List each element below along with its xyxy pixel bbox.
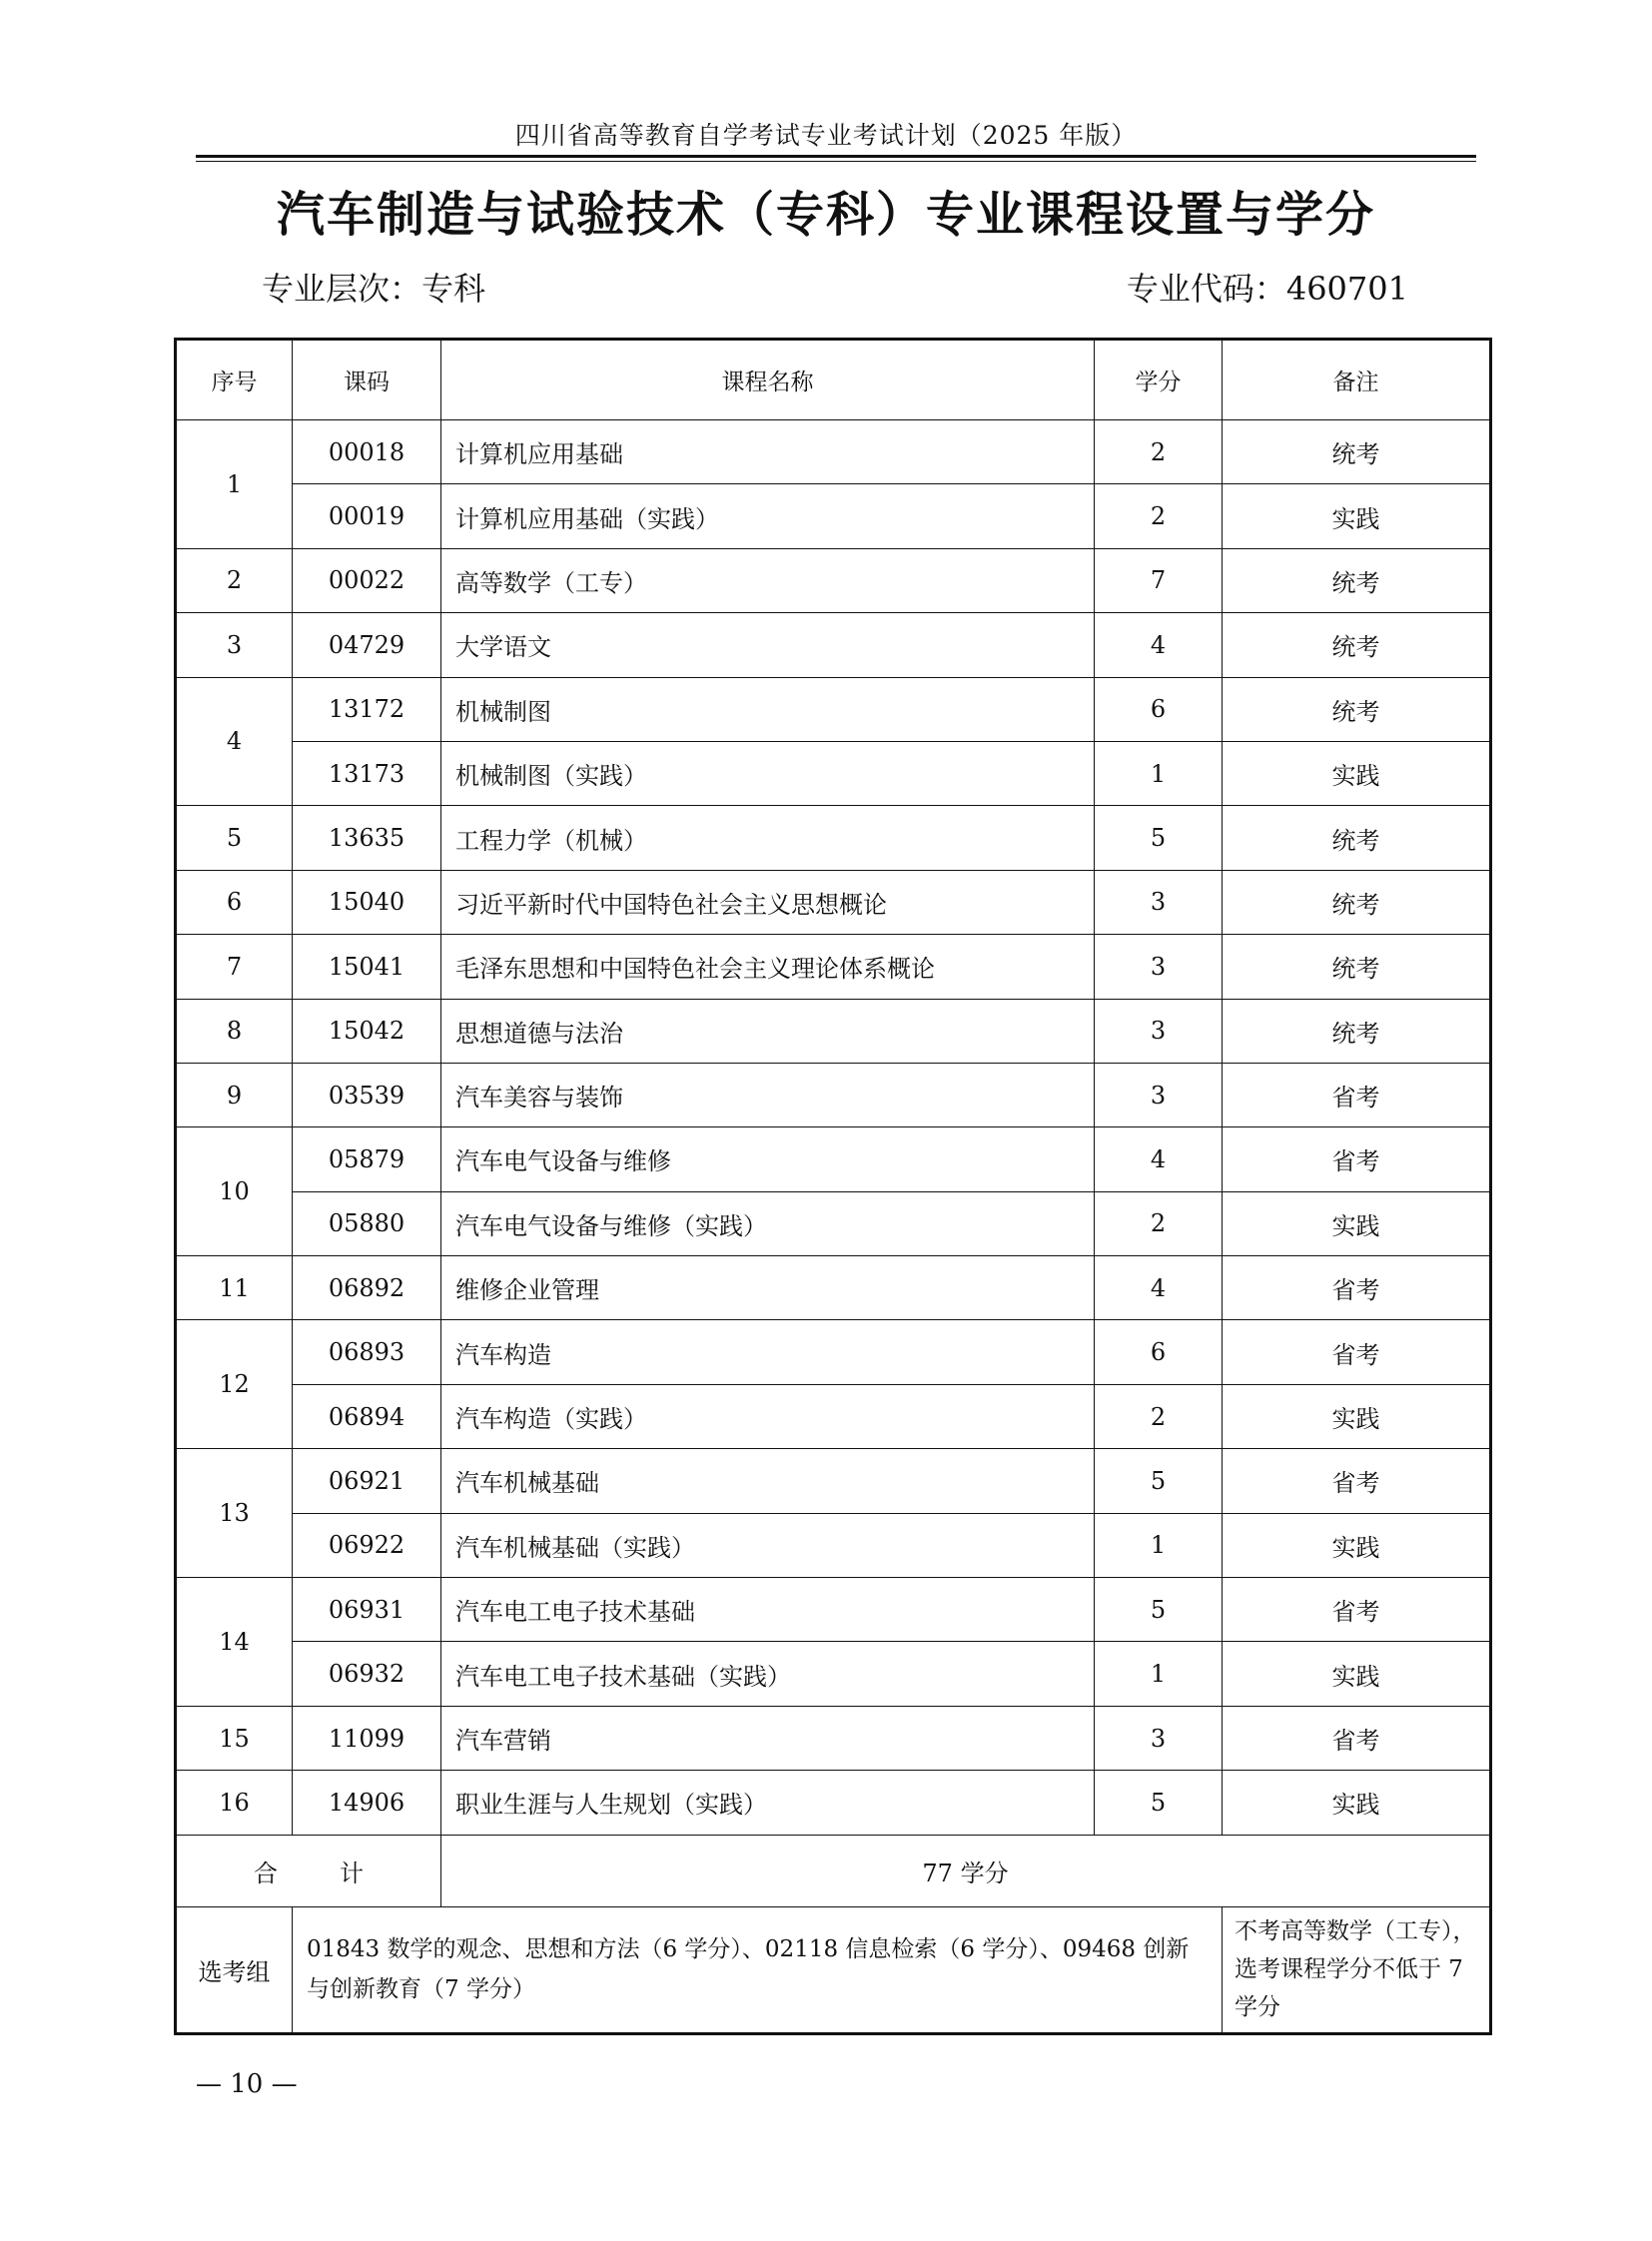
header-code: 课码	[293, 341, 441, 420]
major-level: 专业层次：专科	[262, 270, 486, 308]
course-code: 05880	[293, 1192, 441, 1256]
course-note: 省考	[1223, 1707, 1489, 1771]
course-name: 计算机应用基础	[441, 420, 1095, 484]
course-note: 实践	[1223, 742, 1489, 806]
header-credit: 学分	[1095, 341, 1223, 420]
course-name: 机械制图	[441, 678, 1095, 742]
course-code: 06893	[293, 1320, 441, 1384]
course-credit: 3	[1095, 871, 1223, 935]
course-credit: 5	[1095, 1578, 1223, 1642]
course-note: 统考	[1223, 678, 1489, 742]
course-note: 省考	[1223, 1320, 1489, 1384]
course-name: 汽车机械基础	[441, 1449, 1095, 1513]
row-number: 5	[177, 806, 293, 870]
total-label-b: 计	[340, 1859, 364, 1887]
course-credit: 3	[1095, 1707, 1223, 1771]
course-name: 维修企业管理	[441, 1256, 1095, 1320]
header-rule-thick	[196, 155, 1476, 158]
row-number: 14	[177, 1578, 293, 1707]
course-note: 统考	[1223, 549, 1489, 613]
course-credit: 1	[1095, 1514, 1223, 1578]
course-code: 00022	[293, 549, 441, 613]
course-note: 省考	[1223, 1127, 1489, 1191]
course-name: 汽车构造（实践）	[441, 1385, 1095, 1449]
course-note: 统考	[1223, 935, 1489, 999]
course-credit: 2	[1095, 484, 1223, 548]
course-note: 省考	[1223, 1256, 1489, 1320]
course-name: 汽车营销	[441, 1707, 1095, 1771]
row-number: 7	[177, 935, 293, 999]
row-number: 10	[177, 1127, 293, 1256]
course-note: 省考	[1223, 1578, 1489, 1642]
course-code: 06931	[293, 1578, 441, 1642]
course-code: 13172	[293, 678, 441, 742]
course-credit: 3	[1095, 935, 1223, 999]
course-credit: 2	[1095, 1192, 1223, 1256]
course-credit: 2	[1095, 1385, 1223, 1449]
course-code: 11099	[293, 1707, 441, 1771]
course-name: 计算机应用基础（实践）	[441, 484, 1095, 548]
major-code: 专业代码：460701	[1126, 270, 1408, 308]
header-note: 备注	[1223, 341, 1489, 420]
row-number: 11	[177, 1256, 293, 1320]
total-label	[177, 1836, 441, 1907]
course-name: 汽车电气设备与维修	[441, 1127, 1095, 1191]
course-note: 统考	[1223, 1000, 1489, 1064]
course-credit: 2	[1095, 420, 1223, 484]
course-name: 习近平新时代中国特色社会主义思想概论	[441, 871, 1095, 935]
total-label-a: 合	[254, 1859, 278, 1887]
course-note: 实践	[1223, 1514, 1489, 1578]
course-name: 思想道德与法治	[441, 1000, 1095, 1064]
page-title: 汽车制造与试验技术（专科）专业课程设置与学分	[276, 187, 1375, 243]
row-number: 15	[177, 1707, 293, 1771]
running-header: 四川省高等教育自学考试专业考试计划（2025 年版）	[514, 121, 1138, 150]
course-note: 统考	[1223, 806, 1489, 870]
course-name: 汽车电气设备与维修（实践）	[441, 1192, 1095, 1256]
elective-label: 选考组	[177, 1907, 293, 2032]
course-note: 实践	[1223, 1642, 1489, 1706]
course-credit: 5	[1095, 806, 1223, 870]
course-code: 14906	[293, 1771, 441, 1835]
course-code: 06922	[293, 1514, 441, 1578]
course-note: 省考	[1223, 1064, 1489, 1127]
course-name: 大学语文	[441, 613, 1095, 677]
course-table	[174, 338, 1492, 2035]
course-note: 统考	[1223, 613, 1489, 677]
course-code: 00019	[293, 484, 441, 548]
course-name: 汽车电工电子技术基础	[441, 1578, 1095, 1642]
course-note: 统考	[1223, 871, 1489, 935]
course-credit: 3	[1095, 1000, 1223, 1064]
course-code: 15041	[293, 935, 441, 999]
header-name: 课程名称	[441, 341, 1095, 420]
course-code: 04729	[293, 613, 441, 677]
course-credit: 1	[1095, 742, 1223, 806]
course-credit: 1	[1095, 1642, 1223, 1706]
course-code: 03539	[293, 1064, 441, 1127]
course-credit: 5	[1095, 1449, 1223, 1513]
course-credit: 4	[1095, 1256, 1223, 1320]
course-name: 职业生涯与人生规划（实践）	[441, 1771, 1095, 1835]
course-code: 06892	[293, 1256, 441, 1320]
course-name: 汽车机械基础（实践）	[441, 1514, 1095, 1578]
course-code: 15040	[293, 871, 441, 935]
course-name: 高等数学（工专）	[441, 549, 1095, 613]
course-name: 毛泽东思想和中国特色社会主义理论体系概论	[441, 935, 1095, 999]
course-code: 13173	[293, 742, 441, 806]
course-credit: 7	[1095, 549, 1223, 613]
row-number: 1	[177, 420, 293, 549]
row-number: 12	[177, 1320, 293, 1449]
course-code: 15042	[293, 1000, 441, 1064]
header-no: 序号	[177, 341, 293, 420]
row-number: 6	[177, 871, 293, 935]
course-code: 06921	[293, 1449, 441, 1513]
row-number: 3	[177, 613, 293, 677]
course-code: 00018	[293, 420, 441, 484]
course-code: 05879	[293, 1127, 441, 1191]
course-credit: 6	[1095, 1320, 1223, 1384]
row-number: 8	[177, 1000, 293, 1064]
course-note: 统考	[1223, 420, 1489, 484]
header-rule-thin	[196, 161, 1476, 162]
course-note: 实践	[1223, 1192, 1489, 1256]
page-number: — 10 —	[196, 2069, 298, 2099]
row-number: 4	[177, 678, 293, 807]
course-name: 机械制图（实践）	[441, 742, 1095, 806]
row-number: 13	[177, 1449, 293, 1578]
course-note: 实践	[1223, 484, 1489, 548]
course-name: 汽车构造	[441, 1320, 1095, 1384]
course-name: 汽车电工电子技术基础（实践）	[441, 1642, 1095, 1706]
course-note: 实践	[1223, 1385, 1489, 1449]
course-credit: 6	[1095, 678, 1223, 742]
course-credit: 4	[1095, 613, 1223, 677]
course-note: 实践	[1223, 1771, 1489, 1835]
course-credit: 3	[1095, 1064, 1223, 1127]
row-number: 2	[177, 549, 293, 613]
elective-courses: 01843 数学的观念、思想和方法（6 学分）、02118 信息检索（6 学分）、09468 创新与创新教育（7 学分）	[293, 1907, 1223, 2032]
course-note: 省考	[1223, 1449, 1489, 1513]
course-credit: 5	[1095, 1771, 1223, 1835]
course-credit: 4	[1095, 1127, 1223, 1191]
elective-note: 不考高等数学（工专），选考课程学分不低于 7 学分	[1235, 1918, 1476, 2021]
course-name: 工程力学（机械）	[441, 806, 1095, 870]
row-number: 16	[177, 1771, 293, 1835]
course-code: 06894	[293, 1385, 441, 1449]
course-name: 汽车美容与装饰	[441, 1064, 1095, 1127]
row-number: 9	[177, 1064, 293, 1127]
course-code: 06932	[293, 1642, 441, 1706]
total-value: 77 学分	[441, 1836, 1489, 1907]
course-code: 13635	[293, 806, 441, 870]
